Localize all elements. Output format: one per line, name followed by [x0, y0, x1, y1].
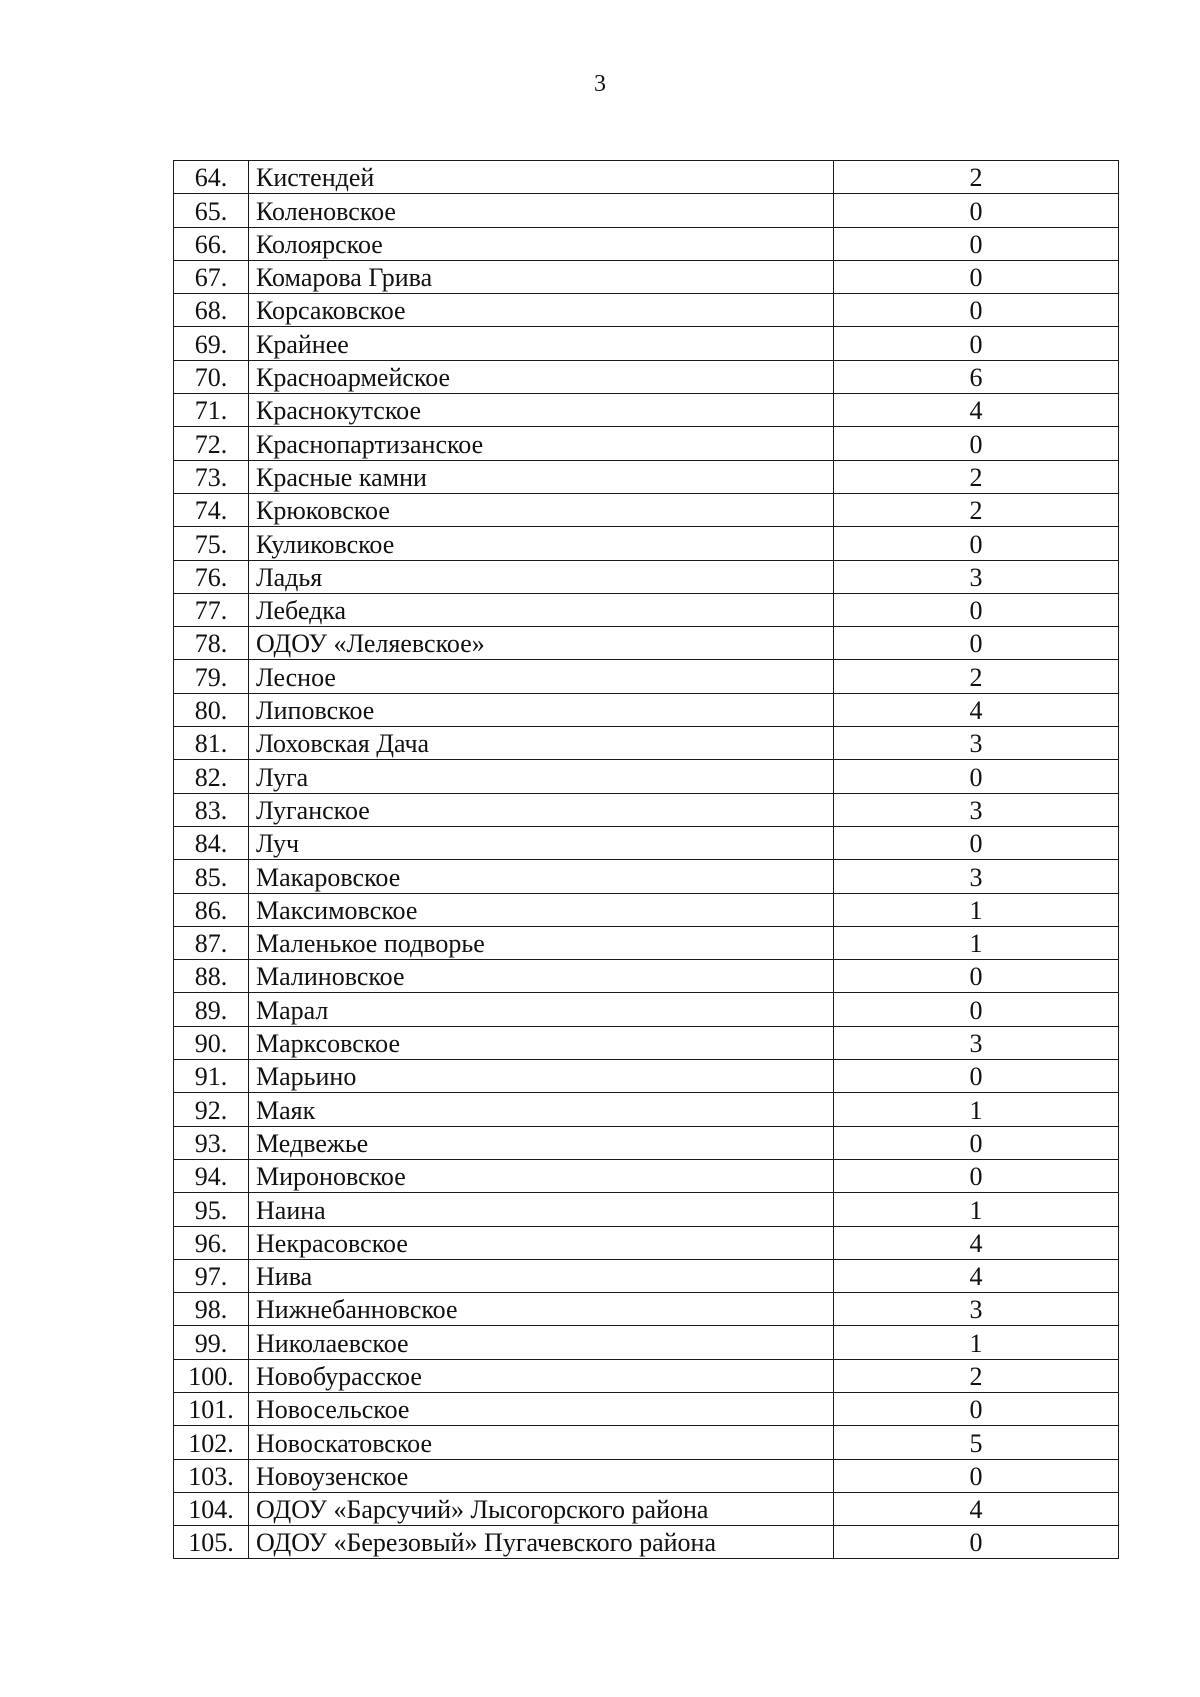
count-value: 0: [834, 1459, 1119, 1492]
institution-name: Медвежье: [249, 1126, 834, 1159]
row-number: 72.: [174, 427, 249, 460]
institution-name: ОДОУ «Леляевское»: [249, 627, 834, 660]
row-number: 83.: [174, 793, 249, 826]
row-number: 84.: [174, 826, 249, 859]
institution-name: ОДОУ «Барсучий» Лысогорского района: [249, 1492, 834, 1525]
count-value: 0: [834, 194, 1119, 227]
table-row: [174, 1126, 1119, 1159]
table-row: [174, 1193, 1119, 1226]
table-row: [174, 327, 1119, 360]
row-number: 67.: [174, 260, 249, 293]
count-value: 0: [834, 527, 1119, 560]
institution-name: Крайнее: [249, 327, 834, 360]
count-value: 0: [834, 960, 1119, 993]
institution-name: Лоховская Дача: [249, 727, 834, 760]
row-number: 99.: [174, 1326, 249, 1359]
institution-name: Маяк: [249, 1093, 834, 1126]
institution-name: Коленовское: [249, 194, 834, 227]
count-value: 0: [834, 227, 1119, 260]
table-row: [174, 294, 1119, 327]
row-number: 75.: [174, 527, 249, 560]
institution-name: Макаровское: [249, 860, 834, 893]
count-value: 1: [834, 1326, 1119, 1359]
table-row: [174, 1492, 1119, 1525]
count-value: 0: [834, 993, 1119, 1026]
table-row: [174, 1093, 1119, 1126]
institution-name: Ладья: [249, 560, 834, 593]
row-number: 96.: [174, 1226, 249, 1259]
row-number: 101.: [174, 1392, 249, 1425]
table-row: [174, 826, 1119, 859]
row-number: 102.: [174, 1426, 249, 1459]
institution-name: Корсаковское: [249, 294, 834, 327]
count-value: 3: [834, 727, 1119, 760]
table-row: [174, 993, 1119, 1026]
table-row: [174, 360, 1119, 393]
count-value: 4: [834, 394, 1119, 427]
count-value: 6: [834, 360, 1119, 393]
row-number: 69.: [174, 327, 249, 360]
row-number: 103.: [174, 1459, 249, 1492]
institution-name: Куликовское: [249, 527, 834, 560]
table-row: [174, 727, 1119, 760]
count-value: 0: [834, 1126, 1119, 1159]
institution-name: Луч: [249, 826, 834, 859]
table-row: [174, 1060, 1119, 1093]
table-row: [174, 793, 1119, 826]
row-number: 105.: [174, 1526, 249, 1559]
count-value: 0: [834, 1392, 1119, 1425]
row-number: 68.: [174, 294, 249, 327]
row-number: 82.: [174, 760, 249, 793]
row-number: 93.: [174, 1126, 249, 1159]
institution-name: Марксовское: [249, 1026, 834, 1059]
count-value: 1: [834, 1093, 1119, 1126]
table-row: [174, 560, 1119, 593]
institution-name: Николаевское: [249, 1326, 834, 1359]
institution-name: Краснокутское: [249, 394, 834, 427]
table-row: [174, 660, 1119, 693]
row-number: 90.: [174, 1026, 249, 1059]
row-number: 77.: [174, 593, 249, 626]
count-value: 0: [834, 1060, 1119, 1093]
row-number: 64.: [174, 161, 249, 194]
institution-name: Краснопартизанское: [249, 427, 834, 460]
count-value: 2: [834, 161, 1119, 194]
count-value: 0: [834, 427, 1119, 460]
table-row: [174, 593, 1119, 626]
count-value: 4: [834, 1226, 1119, 1259]
row-number: 76.: [174, 560, 249, 593]
institution-name: Кистендей: [249, 161, 834, 194]
count-value: 3: [834, 860, 1119, 893]
row-number: 97.: [174, 1259, 249, 1292]
count-value: 2: [834, 493, 1119, 526]
row-number: 94.: [174, 1159, 249, 1192]
table-row: [174, 1259, 1119, 1292]
institution-name: Новобурасское: [249, 1359, 834, 1392]
table-row: [174, 1392, 1119, 1425]
count-value: 3: [834, 793, 1119, 826]
row-number: 70.: [174, 360, 249, 393]
table-row: [174, 960, 1119, 993]
table-row: [174, 427, 1119, 460]
table-row: [174, 1226, 1119, 1259]
institution-name: Новосельское: [249, 1392, 834, 1425]
count-value: 3: [834, 1293, 1119, 1326]
count-value: 5: [834, 1426, 1119, 1459]
institution-name: Нива: [249, 1259, 834, 1292]
institution-name: Красные камни: [249, 460, 834, 493]
count-value: 2: [834, 1359, 1119, 1392]
row-number: 74.: [174, 493, 249, 526]
institution-name: Луганское: [249, 793, 834, 826]
count-value: 1: [834, 893, 1119, 926]
table-row: [174, 1326, 1119, 1359]
table-row: [174, 260, 1119, 293]
count-value: 1: [834, 926, 1119, 959]
row-number: 80.: [174, 693, 249, 726]
row-number: 85.: [174, 860, 249, 893]
count-value: 0: [834, 627, 1119, 660]
institution-name: Красноармейское: [249, 360, 834, 393]
table-row: [174, 1293, 1119, 1326]
table-row: [174, 227, 1119, 260]
count-value: 0: [834, 593, 1119, 626]
table-row: [174, 893, 1119, 926]
row-number: 73.: [174, 460, 249, 493]
count-value: 0: [834, 294, 1119, 327]
page-number: 3: [594, 71, 606, 97]
table-row: [174, 460, 1119, 493]
row-number: 88.: [174, 960, 249, 993]
institution-name: Наина: [249, 1193, 834, 1226]
table-row: [174, 527, 1119, 560]
table-row: [174, 1426, 1119, 1459]
institution-name: Максимовское: [249, 893, 834, 926]
row-number: 98.: [174, 1293, 249, 1326]
institution-name: Крюковское: [249, 493, 834, 526]
table-row: [174, 693, 1119, 726]
row-number: 95.: [174, 1193, 249, 1226]
row-number: 78.: [174, 627, 249, 660]
count-value: 3: [834, 1026, 1119, 1059]
data-table: [173, 160, 1119, 1559]
table-row: [174, 493, 1119, 526]
table-row: [174, 627, 1119, 660]
institution-name: Мироновское: [249, 1159, 834, 1192]
count-value: 4: [834, 1492, 1119, 1525]
row-number: 66.: [174, 227, 249, 260]
institution-name: Комарова Грива: [249, 260, 834, 293]
row-number: 86.: [174, 893, 249, 926]
institution-name: Колоярское: [249, 227, 834, 260]
institution-name: Липовское: [249, 693, 834, 726]
row-number: 91.: [174, 1060, 249, 1093]
institution-name: Нижнебанновское: [249, 1293, 834, 1326]
table-row: [174, 161, 1119, 194]
institution-name: Малиновское: [249, 960, 834, 993]
institution-name: Новоскатовское: [249, 1426, 834, 1459]
institution-name: Луга: [249, 760, 834, 793]
row-number: 81.: [174, 727, 249, 760]
row-number: 87.: [174, 926, 249, 959]
institution-name: Маленькое подворье: [249, 926, 834, 959]
institution-name: Новоузенское: [249, 1459, 834, 1492]
institution-name: Лесное: [249, 660, 834, 693]
count-value: 0: [834, 826, 1119, 859]
row-number: 92.: [174, 1093, 249, 1126]
count-value: 2: [834, 460, 1119, 493]
table-row: [174, 860, 1119, 893]
count-value: 4: [834, 1259, 1119, 1292]
row-number: 79.: [174, 660, 249, 693]
table-row: [174, 926, 1119, 959]
table-row: [174, 1026, 1119, 1059]
row-number: 100.: [174, 1359, 249, 1392]
table-row: [174, 394, 1119, 427]
row-number: 89.: [174, 993, 249, 1026]
table-body: [174, 161, 1119, 1559]
institution-name: Марал: [249, 993, 834, 1026]
count-value: 0: [834, 760, 1119, 793]
institution-name: Некрасовское: [249, 1226, 834, 1259]
row-number: 104.: [174, 1492, 249, 1525]
count-value: 1: [834, 1193, 1119, 1226]
table-row: [174, 1359, 1119, 1392]
count-value: 3: [834, 560, 1119, 593]
count-value: 0: [834, 327, 1119, 360]
table-row: [174, 194, 1119, 227]
institution-name: Марьино: [249, 1060, 834, 1093]
table-row: [174, 1159, 1119, 1192]
count-value: 0: [834, 1526, 1119, 1559]
table-row: [174, 1459, 1119, 1492]
row-number: 71.: [174, 394, 249, 427]
table-row: [174, 760, 1119, 793]
count-value: 0: [834, 1159, 1119, 1192]
table-row: [174, 1526, 1119, 1559]
row-number: 65.: [174, 194, 249, 227]
institution-name: Лебедка: [249, 593, 834, 626]
count-value: 0: [834, 260, 1119, 293]
count-value: 4: [834, 693, 1119, 726]
count-value: 2: [834, 660, 1119, 693]
institution-name: ОДОУ «Березовый» Пугачевского района: [249, 1526, 834, 1559]
